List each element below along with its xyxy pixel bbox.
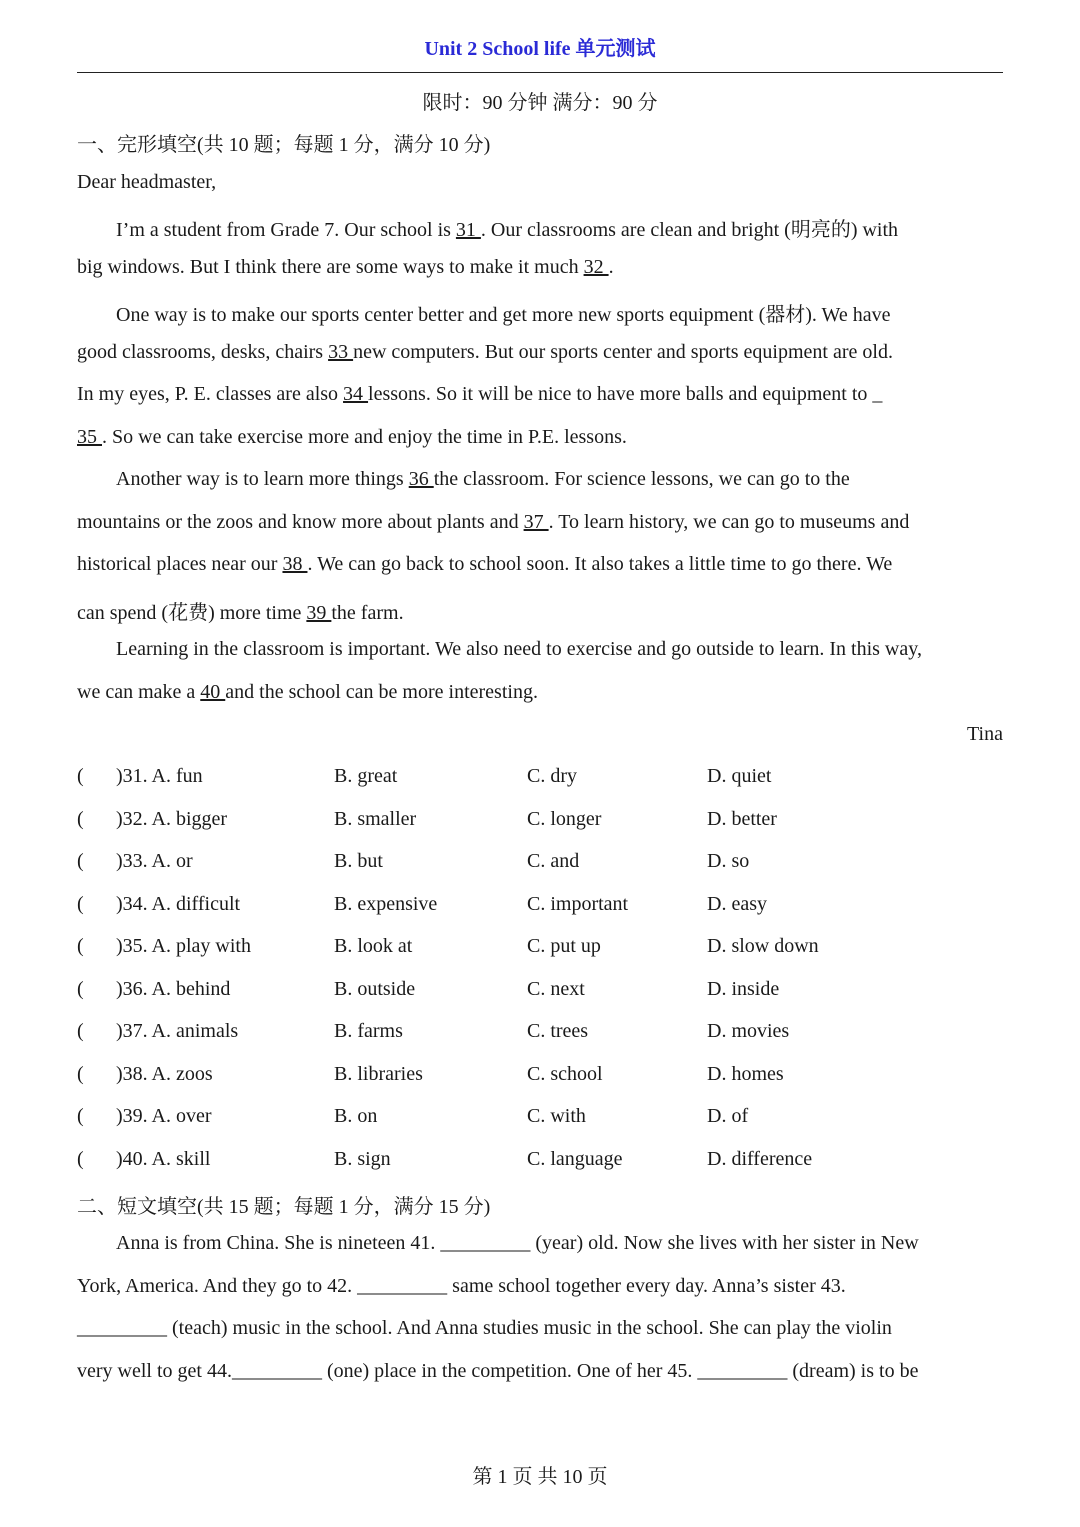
option-b: B. smaller — [334, 808, 417, 830]
page-title: Unit 2 School life 单元测试 — [424, 38, 656, 60]
letter-greeting: Dear headmaster, — [77, 171, 217, 193]
option-b: B. look at — [334, 935, 413, 957]
answer-paren: ( — [77, 1020, 84, 1042]
option-a: )39. A. over — [116, 1105, 212, 1127]
text-line: mountains or the zoos and know more about plants and 37 . To learn history, we can go to museums and — [77, 511, 910, 533]
option-b: B. sign — [334, 1148, 391, 1170]
option-a: )33. A. or — [116, 850, 193, 872]
option-d: D. of — [707, 1105, 749, 1127]
option-c: C. school — [527, 1063, 603, 1085]
answer-paren: ( — [77, 808, 84, 830]
time-limit: 限时：90 分钟 满分：90 分 — [422, 92, 658, 114]
text-line: 35 . So we can take exercise more and enjoy the time in P.E. lessons. — [77, 426, 627, 448]
option-a: )34. A. difficult — [116, 893, 241, 915]
blank-33: 33 — [328, 341, 354, 363]
option-c: C. dry — [527, 765, 577, 787]
text-line: very well to get 44._________ (one) place in the competition. One of her 45. _________ (dream) is to be — [77, 1360, 919, 1382]
option-b: B. outside — [334, 978, 416, 1000]
option-c: C. trees — [527, 1020, 589, 1042]
option-b: B. libraries — [334, 1063, 423, 1085]
section-heading-cloze: 一、完形填空(共 10 题；每题 1 分，满分 10 分) — [77, 134, 491, 156]
option-b: B. expensive — [334, 893, 438, 915]
option-d: D. movies — [707, 1020, 790, 1042]
blank-38: 38 — [282, 553, 308, 575]
option-c: C. next — [527, 978, 585, 1000]
option-b: B. farms — [334, 1020, 403, 1042]
option-d: D. quiet — [707, 765, 772, 787]
option-b: B. but — [334, 850, 383, 872]
text-line: Anna is from China. She is nineteen 41. _________ (year) old. Now she lives with her sister in New — [116, 1232, 919, 1254]
blank-40: 40 — [200, 681, 226, 703]
option-d: D. inside — [707, 978, 780, 1000]
text-line: Another way is to learn more things 36 the classroom. For science lessons, we can go to the — [116, 468, 850, 490]
option-a: )40. A. skill — [116, 1148, 211, 1170]
blank-39: 39 — [306, 602, 332, 624]
blank-34: 34 — [343, 383, 369, 405]
answer-paren: ( — [77, 935, 84, 957]
letter-signature: Tina — [967, 723, 1003, 745]
text-line: Learning in the classroom is important. We also need to exercise and go outside to learn. In this way, — [116, 638, 922, 660]
page-number: 第 1 页 共 10 页 — [472, 1466, 608, 1488]
text-line: we can make a 40 and the school can be more interesting. — [77, 681, 538, 703]
text-line: I’m a student from Grade 7. Our school is 31 . Our classrooms are clean and bright (明亮的) with — [116, 219, 899, 241]
option-d: D. better — [707, 808, 777, 830]
option-d: D. slow down — [707, 935, 819, 957]
text-line: One way is to make our sports center better and get more new sports equipment (器材). We have — [116, 304, 891, 326]
option-c: C. language — [527, 1148, 623, 1170]
option-a: )31. A. fun — [116, 765, 203, 787]
option-a: )35. A. play with — [116, 935, 251, 957]
blank-37: 37 — [523, 511, 549, 533]
answer-paren: ( — [77, 1148, 84, 1170]
blank-36: 36 — [408, 468, 434, 490]
answer-paren: ( — [77, 850, 84, 872]
answer-paren: ( — [77, 765, 84, 787]
option-a: )38. A. zoos — [116, 1063, 213, 1085]
header-divider — [77, 72, 1003, 73]
section-heading-fill-in: 二、短文填空(共 15 题；每题 1 分，满分 15 分) — [77, 1196, 491, 1218]
blank-35: 35 — [77, 426, 102, 448]
option-c: C. longer — [527, 808, 602, 830]
option-b: B. on — [334, 1105, 378, 1127]
answer-paren: ( — [77, 978, 84, 1000]
option-c: C. with — [527, 1105, 586, 1127]
answer-paren: ( — [77, 1063, 84, 1085]
option-c: C. put up — [527, 935, 601, 957]
option-a: )32. A. bigger — [116, 808, 228, 830]
text-line: historical places near our 38 . We can go back to school soon. It also takes a little time to go there. We — [77, 553, 893, 575]
option-c: C. important — [527, 893, 629, 915]
option-d: D. so — [707, 850, 750, 872]
option-c: C. and — [527, 850, 580, 872]
text-line: _________ (teach) music in the school. And Anna studies music in the school. She can play the violin — [77, 1317, 892, 1339]
answer-paren: ( — [77, 1105, 84, 1127]
text-line: York, America. And they go to 42. _________ same school together every day. Anna’s sister 43. — [77, 1275, 846, 1297]
option-b: B. great — [334, 765, 398, 787]
option-a: )36. A. behind — [116, 978, 231, 1000]
option-d: D. difference — [707, 1148, 813, 1170]
answer-paren: ( — [77, 893, 84, 915]
text-line: big windows. But I think there are some ways to make it much 32 . — [77, 256, 614, 278]
text-line: can spend (花费) more time 39 the farm. — [77, 602, 404, 624]
blank-31: 31 — [455, 219, 481, 241]
option-a: )37. A. animals — [116, 1020, 239, 1042]
option-d: D. easy — [707, 893, 767, 915]
option-d: D. homes — [707, 1063, 784, 1085]
blank-32: 32 — [583, 256, 609, 278]
text-line: good classrooms, desks, chairs 33 new computers. But our sports center and sports equipment are old. — [77, 341, 893, 363]
text-line: In my eyes, P. E. classes are also 34 lessons. So it will be nice to have more balls and equipment to _ — [77, 383, 883, 405]
